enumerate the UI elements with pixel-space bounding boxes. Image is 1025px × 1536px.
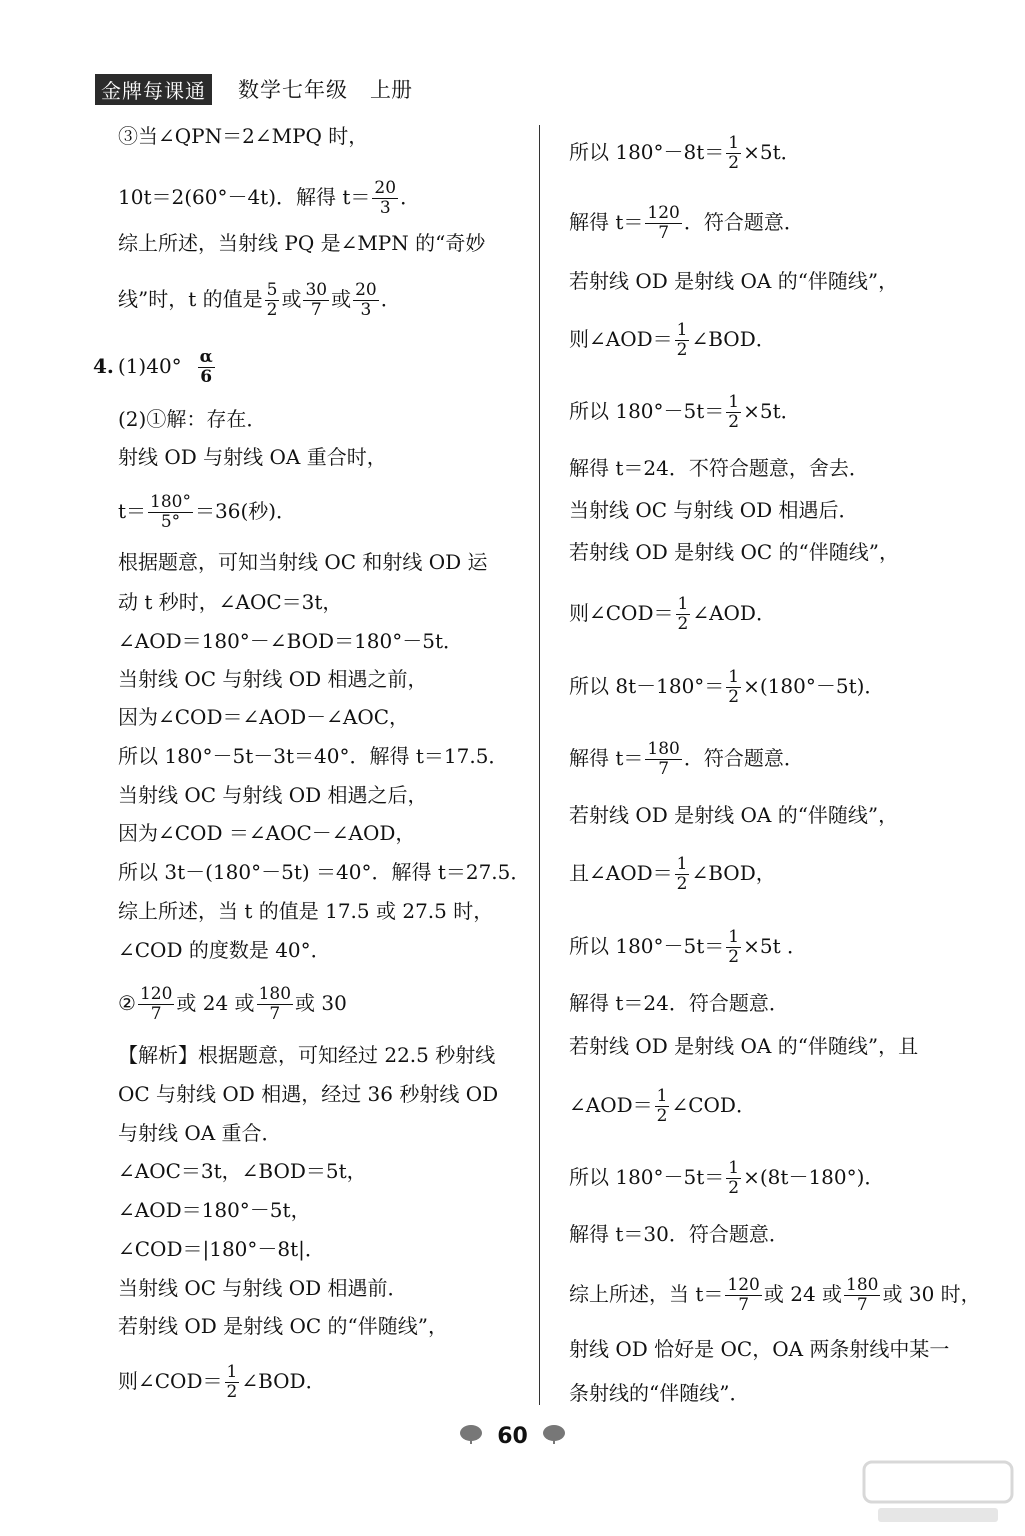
denominator: 2 <box>676 340 688 360</box>
text-line <box>118 985 347 1024</box>
line-text: 且∠AOD＝ <box>569 861 673 885</box>
numerator: 1 <box>676 320 688 340</box>
numerator: 180 <box>846 1275 879 1295</box>
line-text: 所以 180°－5t＝ <box>569 1165 725 1189</box>
fraction <box>198 348 215 387</box>
text-line <box>118 859 530 885</box>
denominator: 2 <box>728 947 740 967</box>
numerator: 1 <box>728 1158 740 1178</box>
line-text: 当射线 OC 与射线 OD 相遇之后， <box>118 783 428 807</box>
fraction <box>675 321 690 360</box>
line-text: t＝ <box>118 499 147 523</box>
text-line <box>569 268 898 294</box>
line-text: (1)40° <box>117 354 182 378</box>
text-line <box>118 281 401 320</box>
denominator: 2 <box>728 687 740 707</box>
denominator: 2 <box>656 1106 668 1126</box>
text-line <box>569 1087 756 1126</box>
fraction <box>148 493 193 532</box>
numerator: 180 <box>647 739 680 759</box>
denominator: 6 <box>200 367 213 387</box>
line-text: 所以 3t－(180°－5t) ＝40°．解得 t＝27.5． <box>118 860 531 884</box>
line-text: 解得 t＝24．不符合题意，舍去． <box>569 456 869 480</box>
text-line <box>118 589 342 615</box>
numerator: 20 <box>374 178 397 198</box>
line-text: 条射线的“伴随线”． <box>569 1381 750 1405</box>
page-number: 60 <box>497 1423 528 1449</box>
text-line <box>118 230 485 256</box>
page-footer <box>0 1423 1025 1449</box>
text-line <box>118 1313 448 1339</box>
text-line <box>569 1336 949 1362</box>
numerator: 1 <box>677 594 689 614</box>
leaf-icon <box>541 1423 567 1449</box>
text-line <box>118 1120 282 1146</box>
numerator: 1 <box>728 133 740 153</box>
text-line <box>118 406 266 432</box>
line-text: 因为∠COD＝∠AOD－∠AOC， <box>118 705 410 729</box>
line-text: 射线 OD 恰好是 OC，OA 两条射线中某一 <box>569 1337 950 1361</box>
line-text: ∠BOD． <box>241 1369 326 1393</box>
text-line <box>118 820 415 846</box>
line-text: 解得 t＝ <box>569 746 644 770</box>
line-text: 因为∠COD ＝∠AOC－∠AOD， <box>118 821 416 845</box>
text-line <box>118 1081 498 1107</box>
watermark-logo <box>858 1458 1018 1528</box>
fraction <box>303 281 329 320</box>
text-line <box>569 1159 884 1198</box>
line-text: ∠AOD＝ <box>569 1093 653 1117</box>
fraction <box>676 595 691 634</box>
line-text: 或 30 <box>295 991 347 1015</box>
text-line <box>118 1197 311 1223</box>
line-text: 综上所述，当 t 的值是 17.5 或 27.5 时， <box>118 899 494 923</box>
numerator: 180 <box>258 984 292 1004</box>
text-line <box>118 1236 325 1262</box>
denominator: 7 <box>658 759 670 779</box>
line-text: OC 与射线 OD 相遇，经过 36 秒射线 OD <box>118 1082 499 1106</box>
line-text: ＝36(秒)． <box>195 499 297 523</box>
line-text: 解得 t＝ <box>569 210 644 234</box>
line-text: 当射线 OC 与射线 OD 相遇后． <box>569 498 859 522</box>
text-line <box>569 497 859 523</box>
fraction <box>265 281 280 320</box>
line-text: ×(8t－180°)． <box>743 1165 885 1189</box>
text-line <box>118 666 428 692</box>
line-text: 10t＝2(60°－4t)．解得 t＝ <box>118 185 371 209</box>
line-text: ×5t ． <box>743 934 808 958</box>
line-text: 根据题意，可知当射线 OC 和射线 OD 运 <box>118 550 488 574</box>
page-header <box>95 74 412 104</box>
numerator: 120 <box>727 1275 760 1295</box>
line-text: (2)①解：存在． <box>118 407 267 431</box>
text-line <box>569 134 801 173</box>
subject-label: 数学七年级 <box>238 78 348 102</box>
line-text: 或 24 或 <box>763 1282 843 1306</box>
text-line <box>569 668 884 707</box>
line-text: 所以 180°－5t－3t＝40°．解得 t＝17.5． <box>118 744 509 768</box>
text-line <box>569 1033 918 1059</box>
numerator: 30 <box>305 280 328 300</box>
text-line <box>118 1158 367 1184</box>
numerator: 1 <box>226 1362 238 1382</box>
line-text: ③当∠QPN＝2∠MPQ 时， <box>118 124 369 148</box>
fraction <box>726 668 741 707</box>
line-text: 所以 8t－180°＝ <box>569 674 725 698</box>
denominator: 7 <box>856 1295 868 1315</box>
line-text: 当射线 OC 与射线 OD 相遇前． <box>118 1276 408 1300</box>
text-line <box>118 493 296 532</box>
volume-label: 上册 <box>370 78 412 102</box>
line-text: ． <box>380 287 401 311</box>
text-line <box>569 393 801 432</box>
fraction <box>353 281 379 320</box>
line-text: 或 <box>331 287 352 311</box>
line-text: 与射线 OA 重合． <box>118 1121 282 1145</box>
line-text: ． <box>400 185 421 209</box>
text-line <box>118 179 420 218</box>
text-line <box>569 204 804 243</box>
text-line <box>569 539 899 565</box>
text-line <box>569 802 898 828</box>
numerator: 120 <box>647 203 680 223</box>
numerator: 120 <box>139 984 173 1004</box>
text-line <box>569 928 807 967</box>
line-text: 线”时，t 的值是 <box>118 287 263 311</box>
numerator: 5 <box>266 280 278 300</box>
denominator: 7 <box>150 1004 162 1024</box>
text-line <box>569 740 804 779</box>
denominator: 7 <box>738 1295 750 1315</box>
denominator: 2 <box>728 153 740 173</box>
line-text: ∠COD＝|180°－8t|． <box>118 1237 325 1261</box>
denominator: 2 <box>676 874 688 894</box>
line-text: ② <box>118 991 136 1015</box>
line-text: ∠AOD＝180°－5t， <box>118 1198 311 1222</box>
denominator: 7 <box>310 300 322 320</box>
numerator: 1 <box>656 1086 668 1106</box>
line-text: 若射线 OD 是射线 OC 的“伴随线”， <box>569 540 900 564</box>
numerator: 20 <box>355 280 377 300</box>
numerator: α <box>199 347 213 367</box>
text-line <box>118 1042 495 1068</box>
numerator: 1 <box>676 854 688 874</box>
fraction <box>257 985 293 1024</box>
fraction <box>372 179 398 218</box>
line-text: 4. <box>93 354 114 378</box>
fraction <box>726 393 741 432</box>
line-text: ×(180°－5t)． <box>743 674 885 698</box>
text-line <box>118 549 488 575</box>
line-text: 动 t 秒时，∠AOC＝3t， <box>118 590 343 614</box>
denominator: 5° <box>160 512 181 532</box>
fraction <box>726 928 741 967</box>
line-text: 或 24 或 <box>176 991 255 1015</box>
text-line <box>118 898 493 924</box>
line-text: 综上所述，当射线 PQ 是∠MPN 的“奇妙 <box>118 231 486 255</box>
denominator: 2 <box>677 614 689 634</box>
line-text: 若射线 OD 是射线 OA 的“伴随线”，且 <box>569 1034 919 1058</box>
text-line <box>118 937 331 963</box>
denominator: 2 <box>226 1382 238 1402</box>
line-text: 若射线 OD 是射线 OA 的“伴随线”， <box>569 269 899 293</box>
line-text: 【解析】根据题意，可知经过 22.5 秒射线 <box>118 1043 496 1067</box>
line-text: 若射线 OD 是射线 OA 的“伴随线”， <box>569 803 899 827</box>
line-text: 则∠COD＝ <box>118 1369 223 1393</box>
line-text: 若射线 OD 是射线 OC 的“伴随线”， <box>118 1314 449 1338</box>
text-line <box>118 123 368 149</box>
line-text: ∠COD 的度数是 40°． <box>118 938 331 962</box>
text-line <box>569 455 869 481</box>
line-text: ∠BOD， <box>691 861 776 885</box>
line-text: 当射线 OC 与射线 OD 相遇之前， <box>118 667 428 691</box>
denominator: 3 <box>379 198 391 218</box>
line-text: ∠AOD＝180°－∠BOD＝180°－5t． <box>118 629 463 653</box>
text-line <box>569 855 776 894</box>
line-text: ×5t． <box>743 399 801 423</box>
text-line <box>118 782 428 808</box>
text-line <box>569 1276 981 1315</box>
line-text: ．符合题意． <box>683 746 804 770</box>
text-line <box>118 1275 408 1301</box>
numerator: 180° <box>150 492 191 512</box>
line-text: ∠AOD． <box>692 601 776 625</box>
text-line <box>118 704 409 730</box>
line-text: 综上所述，当 t＝ <box>569 1282 724 1306</box>
fraction <box>655 1087 670 1126</box>
text-line <box>93 348 217 387</box>
text-line <box>118 743 508 769</box>
line-text: 所以 180°－8t＝ <box>569 140 725 164</box>
denominator: 2 <box>728 412 740 432</box>
text-line <box>118 444 387 470</box>
text-line <box>569 990 789 1016</box>
denominator: 7 <box>658 223 670 243</box>
line-text: 则∠AOD＝ <box>569 327 673 351</box>
numerator: 1 <box>728 667 740 687</box>
line-text: ∠COD． <box>671 1093 756 1117</box>
leaf-icon <box>458 1423 484 1449</box>
fraction <box>645 740 681 779</box>
text-line <box>569 595 776 634</box>
line-text: 或 <box>281 287 302 311</box>
fraction <box>725 1276 761 1315</box>
column-divider <box>539 125 540 1405</box>
line-text: 解得 t＝24．符合题意． <box>569 991 789 1015</box>
numerator: 1 <box>728 392 740 412</box>
numerator: 1 <box>728 927 740 947</box>
fraction <box>645 204 681 243</box>
line-text: 则∠COD＝ <box>569 601 674 625</box>
fraction <box>675 855 690 894</box>
fraction <box>225 1363 240 1402</box>
denominator: 3 <box>360 300 372 320</box>
line-text: ∠AOC＝3t，∠BOD＝5t， <box>118 1159 367 1183</box>
line-text: 所以 180°－5t＝ <box>569 934 725 958</box>
text-line <box>118 628 463 654</box>
line-text: 射线 OD 与射线 OA 重合时， <box>118 445 387 469</box>
brand-label: 金牌每课通 <box>95 74 212 105</box>
text-line <box>569 1221 789 1247</box>
line-text: ×5t． <box>743 140 801 164</box>
fraction <box>726 134 741 173</box>
fraction <box>726 1159 741 1198</box>
text-line <box>569 1380 749 1406</box>
line-text: 所以 180°－5t＝ <box>569 399 725 423</box>
denominator: 2 <box>728 1178 740 1198</box>
denominator: 2 <box>266 300 278 320</box>
fraction <box>138 985 174 1024</box>
line-text: 解得 t＝30．符合题意． <box>569 1222 789 1246</box>
fraction <box>844 1276 880 1315</box>
line-text: ∠BOD． <box>691 327 776 351</box>
text-line <box>569 321 776 360</box>
text-line <box>118 1363 326 1402</box>
line-text: 或 30 时， <box>882 1282 981 1306</box>
denominator: 7 <box>269 1004 281 1024</box>
line-text: ．符合题意． <box>683 210 804 234</box>
